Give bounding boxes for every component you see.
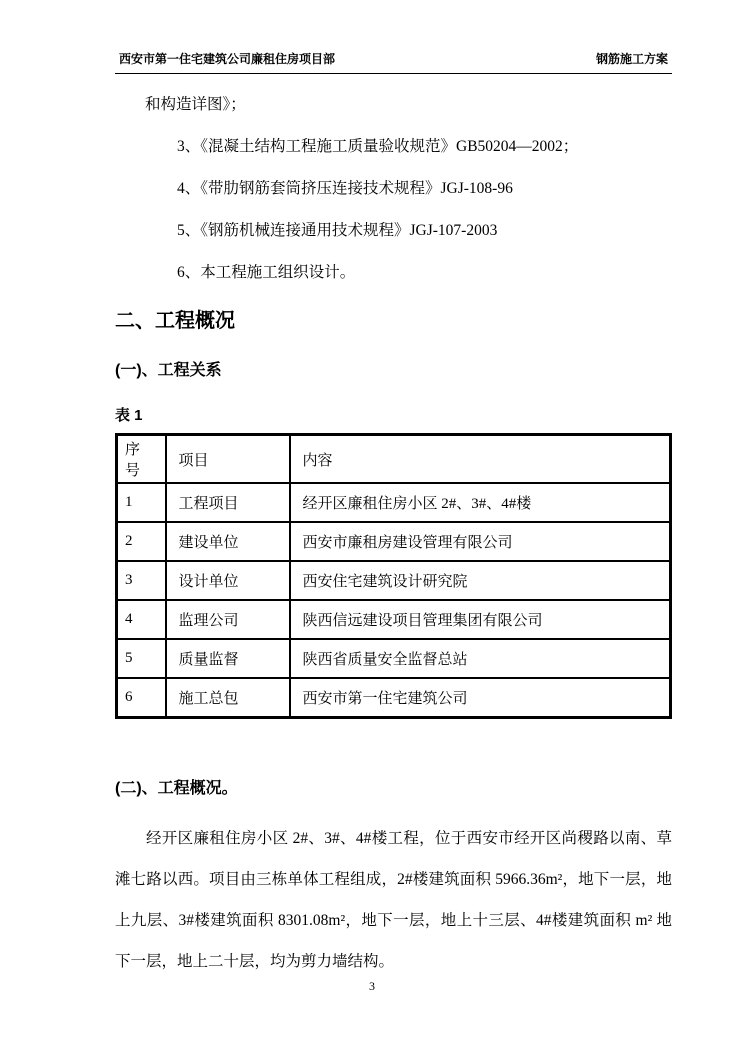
document-header [115,50,672,74]
table-header-item: 项目 [166,435,290,484]
table-cell-item: 工程项目 [166,483,290,522]
page-number: 3 [369,979,375,993]
table-cell-seq: 4 [117,600,166,639]
table-cell-content: 西安市第一住宅建筑公司 [290,678,671,717]
list-line-continuation: 和构造详图》； [145,96,246,113]
table-header-seq: 序号 [117,435,166,484]
document-body [115,94,672,982]
subsection-title-2: (二)、工程概况。 [115,779,238,797]
table-header-row [117,435,671,484]
list-line-4: 4、《带肋钢筋套筒挤压连接技术规程》JGJ-108-96 [177,180,513,197]
header-doc-title: 钢筋施工方案 [595,52,668,66]
header-project-name: 西安市第一住宅建筑公司廉租住房项目部 [119,52,336,66]
table-row [117,483,671,522]
table-row [117,600,671,639]
table-cell-seq: 1 [117,483,166,522]
table-row [117,639,671,678]
table-cell-item: 施工总包 [166,678,290,717]
table-cell-content: 西安市廉租房建设管理有限公司 [290,522,671,561]
table-cell-seq: 2 [117,522,166,561]
list-line-3: 3、《混凝土结构工程施工质量验收规范》GB50204—2002； [177,138,579,155]
table-cell-seq: 5 [117,639,166,678]
list-line-5: 5、《钢筋机械连接通用技术规程》JGJ-107-2003 [177,222,498,239]
document-footer [0,979,744,994]
list-line-6: 6、本工程施工组织设计。 [177,264,356,281]
table-cell-seq: 3 [117,561,166,600]
table-cell-content: 陕西省质量安全监督总站 [290,639,671,678]
section-title: 二、工程概况 [115,310,235,332]
table-cell-item: 质量监督 [166,639,290,678]
table-cell-content: 西安住宅建筑设计研究院 [290,561,671,600]
table-row [117,561,671,600]
table-cell-item: 设计单位 [166,561,290,600]
subsection-title-1: (一)、工程关系 [115,362,222,379]
table-cell-item: 监理公司 [166,600,290,639]
table-cell-content: 陕西信远建设项目管理集团有限公司 [290,600,671,639]
table-cell-content: 经开区廉租住房小区 2#、3#、4#楼 [290,483,671,522]
project-info-table [115,433,672,719]
overview-paragraph: 经开区廉租住房小区 2#、3#、4#楼工程，位于西安市经开区尚稷路以南、草滩七路以西。项目由三栋单体工程组成，2#楼建筑面积 5966.36m²，地下一层，地上九层、3#楼建筑面积 8301.08m²，地下一层，地上十三层、4#楼建筑面积 m² 地下一层，地上二十层，均为剪力墙结构。 [115,829,672,970]
table-row [117,522,671,561]
table-row [117,678,671,717]
table-cell-seq: 6 [117,678,166,717]
table-caption: 表 1 [115,407,143,424]
table-cell-item: 建设单位 [166,522,290,561]
table-header-content: 内容 [290,435,671,484]
